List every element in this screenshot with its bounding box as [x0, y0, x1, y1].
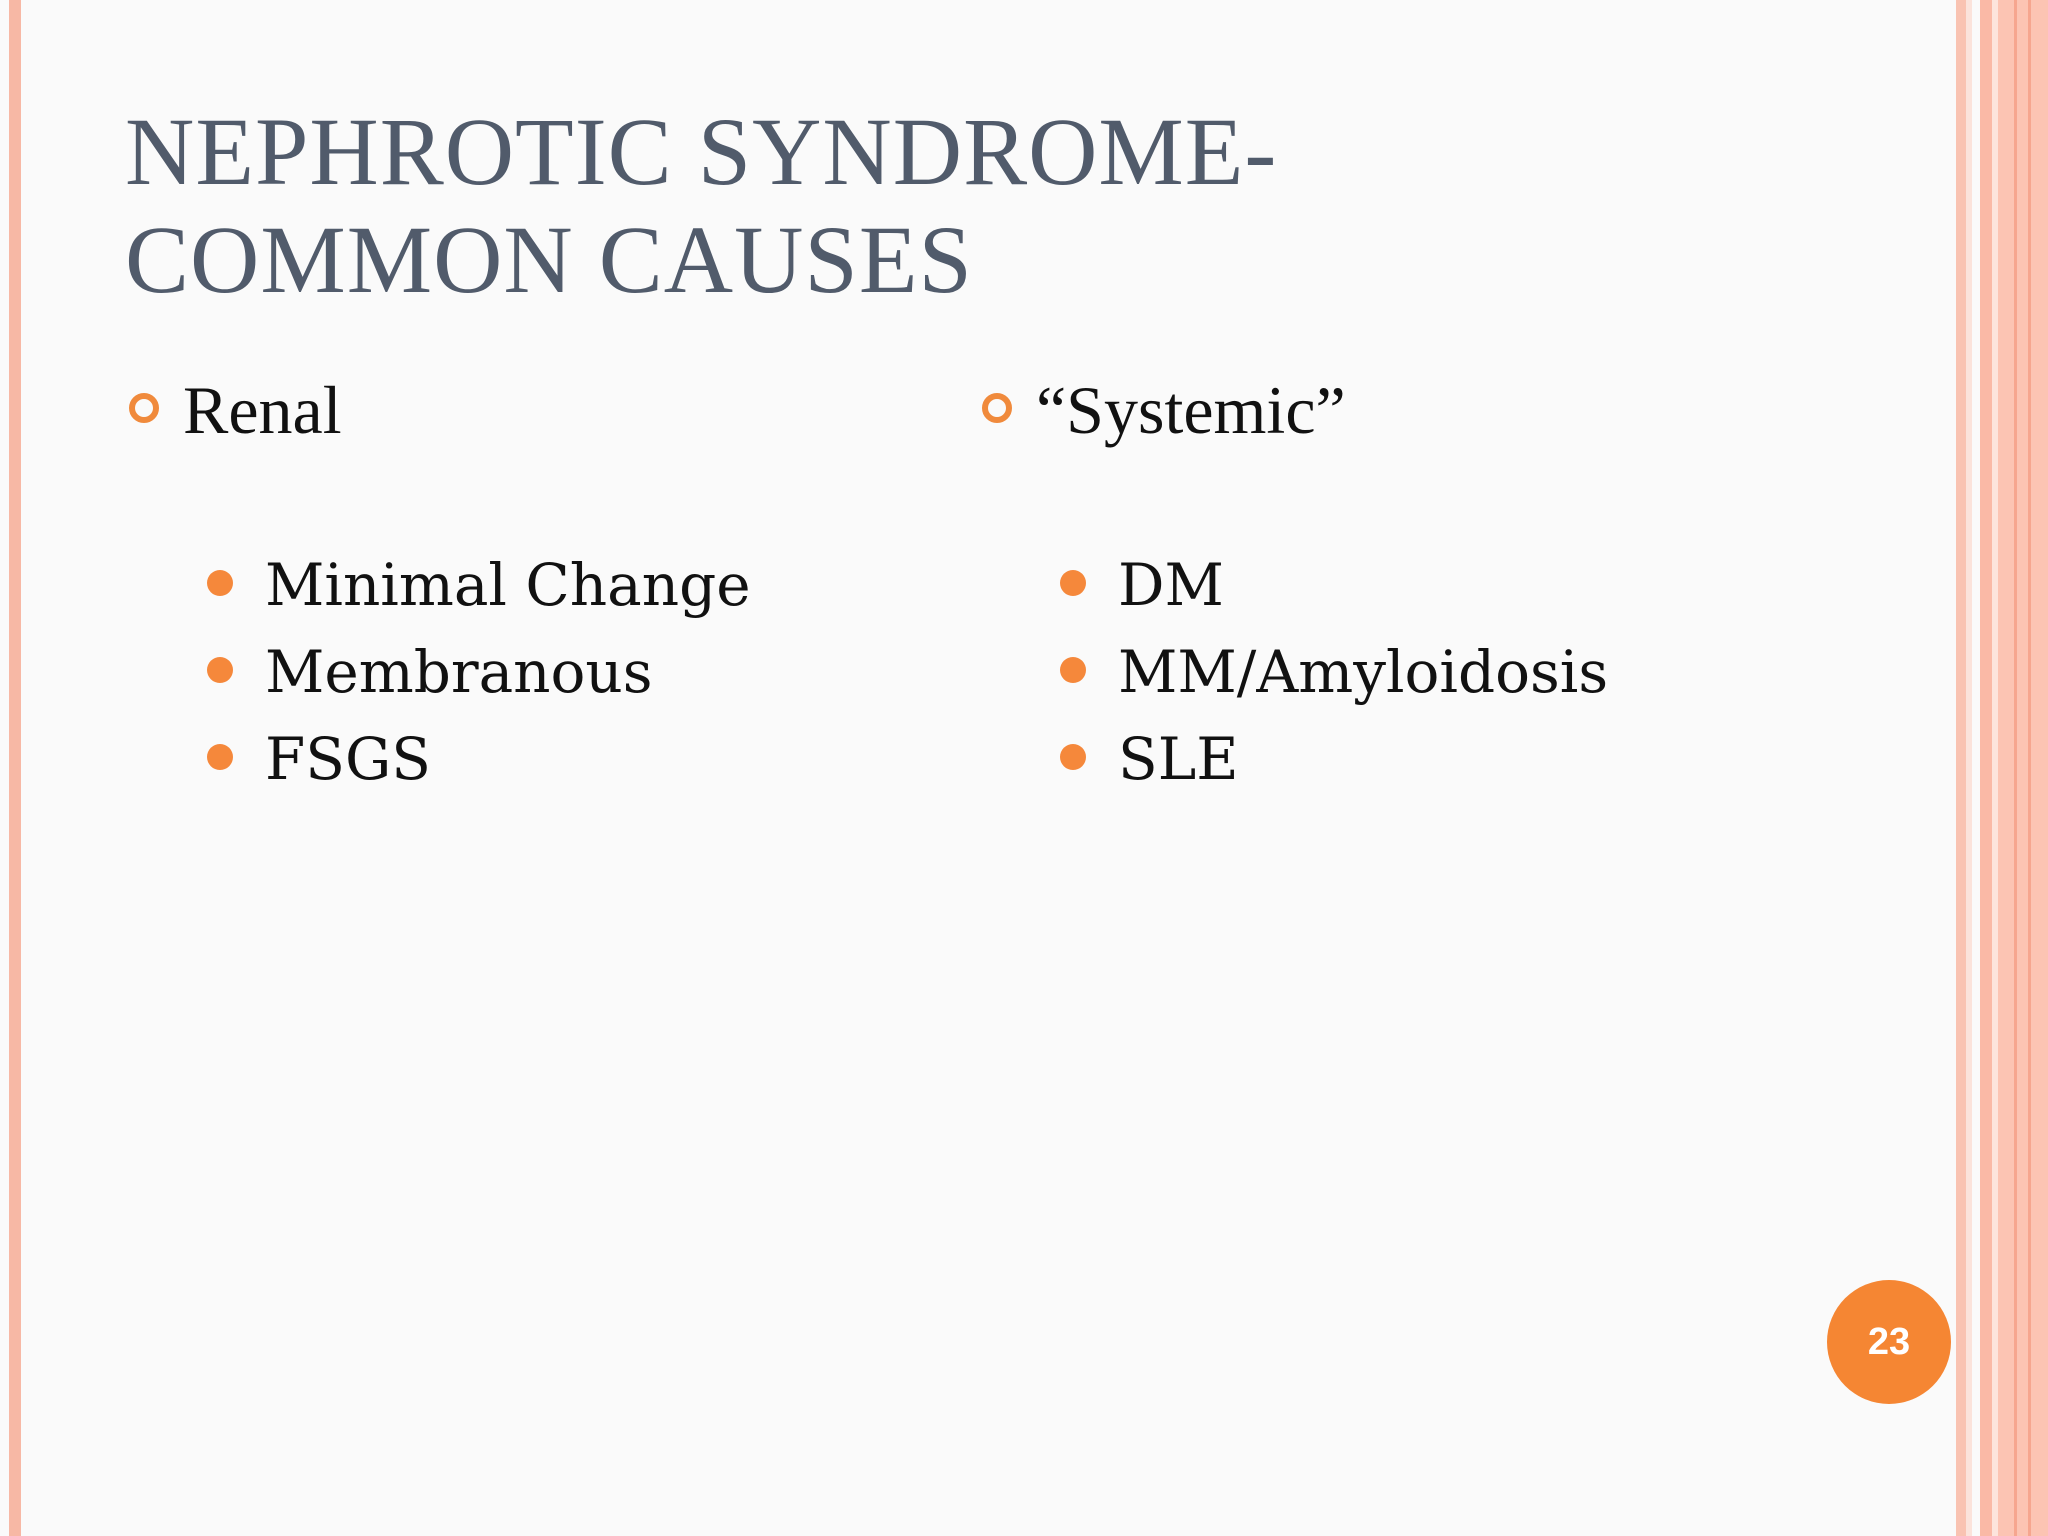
- dot-bullet-icon: [207, 744, 233, 770]
- left-border-stripe: [9, 0, 21, 1536]
- list-item-text: Minimal Change: [265, 551, 751, 619]
- dot-bullet-icon: [1060, 570, 1086, 596]
- page-number-badge: 23: [1827, 1280, 1951, 1404]
- slide-title-line-1: NEPHROTIC SYNDROME-: [125, 98, 1278, 205]
- list-item-text: SLE: [1118, 725, 1239, 793]
- ring-bullet-icon: [129, 393, 159, 423]
- list-item-text: FSGS: [265, 725, 432, 793]
- list-item-text: DM: [1118, 551, 1224, 619]
- dot-bullet-icon: [207, 570, 233, 596]
- right-border-stripe: [1966, 0, 1972, 1536]
- column-heading-text: “Systemic”: [1036, 372, 1346, 448]
- dot-bullet-icon: [207, 657, 233, 683]
- list-item-text: MM/Amyloidosis: [1118, 638, 1609, 706]
- ring-bullet-icon: [982, 393, 1012, 423]
- slide-title: [125, 98, 1625, 314]
- right-border-line: [2028, 0, 2031, 1536]
- dot-bullet-icon: [1060, 744, 1086, 770]
- list-item-text: Membranous: [265, 638, 653, 706]
- right-border-stripe: [1956, 0, 1966, 1536]
- column-heading-text: Renal: [183, 372, 342, 448]
- slide-title-line-2: COMMON CAUSES: [125, 206, 973, 313]
- right-border-stripe: [1998, 0, 2048, 1536]
- right-border-line: [2014, 0, 2017, 1536]
- right-border-stripe: [1980, 0, 1992, 1536]
- dot-bullet-icon: [1060, 657, 1086, 683]
